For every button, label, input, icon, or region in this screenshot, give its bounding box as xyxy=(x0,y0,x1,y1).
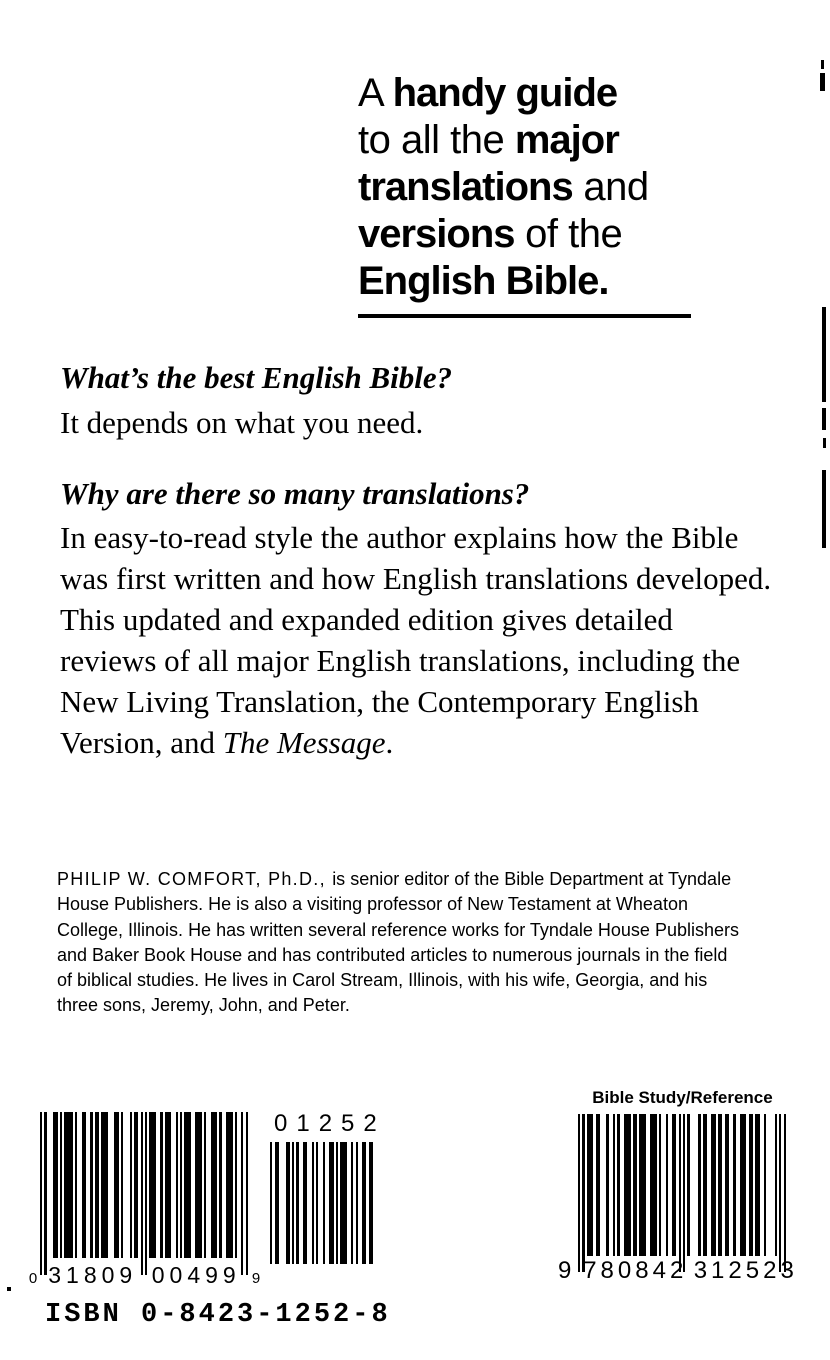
scan-artifact xyxy=(823,438,826,448)
supplemental-barcode-number: 01252 xyxy=(274,1110,386,1137)
answer-1: It depends on what you need. xyxy=(60,405,424,440)
upc-digit-group-1: 31809 xyxy=(48,1262,138,1288)
isbn-barcode-bars xyxy=(578,1114,787,1256)
ean-digit-group-2: 312523 xyxy=(693,1257,798,1284)
category-label: Bible Study/Reference xyxy=(592,1088,773,1107)
headline-line: English Bible. xyxy=(358,259,609,303)
headline-line: versions of the xyxy=(358,212,623,256)
headline-underline xyxy=(358,314,691,318)
headline-line: translations and xyxy=(358,165,649,209)
scan-artifact xyxy=(821,60,824,69)
isbn-barcode xyxy=(558,1088,798,1284)
ean-first-digit: 9 xyxy=(558,1257,572,1284)
upc-barcode-bars xyxy=(40,1112,249,1258)
upc-barcode-digits xyxy=(25,1260,264,1286)
upc-digit-group-2: 00499 xyxy=(151,1262,241,1288)
question-1: What’s the best English Bible? xyxy=(60,360,453,395)
scan-artifact xyxy=(822,470,826,548)
scan-artifact xyxy=(822,408,826,430)
headline-line: to all the major xyxy=(358,118,619,162)
isbn-barcode-digits xyxy=(558,1256,801,1282)
upc-barcode xyxy=(28,1112,261,1288)
ean-digit-group-1: 780842 xyxy=(583,1257,688,1284)
upc-check-digit: 9 xyxy=(251,1270,261,1287)
author-bio: PHILIP W. COMFORT, Ph.D., is senior editor of the Bible Department at Tyndale House Publishers. He is also a visiting professor of New Testament at Wheaton College, Illinois. He has written several reference works for Tyndale House Publishers and Baker Book House and has contributed articles to numerous journals in the field of biblical studies. He lives in Carol Stream, Illinois, with his wife, Georgia, and his three sons, Jeremy, John, and Peter. xyxy=(57,869,739,1016)
isbn-text: ISBN 0-8423-1252-8 xyxy=(45,1300,391,1330)
description-paragraph: In easy-to-read style the author explains how the Bible was first written and how English translations developed. This updated and expanded edition gives detailed reviews of all major English translations, including the New Living Translation, the Contemporary English Version, and The Message. xyxy=(60,520,772,760)
headline-line: A handy guide xyxy=(358,71,618,115)
upc-number-system-digit: 0 xyxy=(28,1270,38,1287)
supplemental-barcode xyxy=(268,1110,386,1264)
scan-artifact xyxy=(822,307,826,402)
headline xyxy=(358,70,703,305)
scan-artifact xyxy=(820,73,825,91)
question-2: Why are there so many translations? xyxy=(60,476,530,511)
supplemental-barcode-bars xyxy=(268,1142,374,1264)
print-dot xyxy=(7,1287,11,1291)
